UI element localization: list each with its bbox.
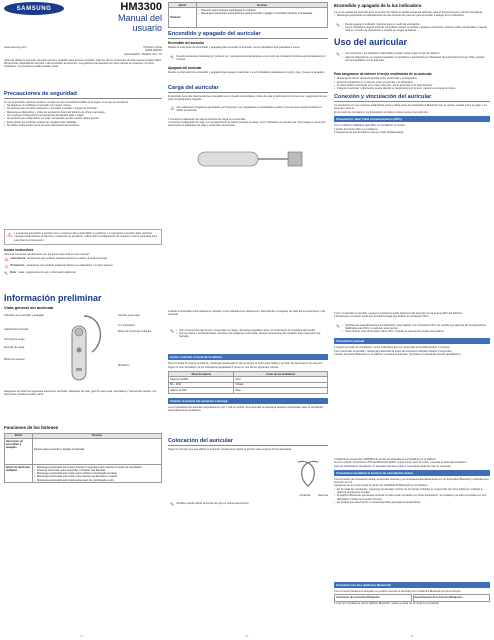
multipoint-off-box: Desactivación de la función Multipunto (413, 594, 491, 601)
table-row: Botón de funciones múltiples • Mantenga presionado este botón durante 3 segundos para ingresar al modo de vinculación. • Presione este botón para responder o finalizar una llamada. • Mantenga presionado este botón para rechazar una llamada entrante. • Mantenga presionado este botón para colocar una llamada en espera. • Mantenga presionado este botón para pasar de una llamada a otra. (5, 465, 162, 483)
power-title: Encendido y apagado del auricular (168, 31, 328, 39)
ear-hook-icon (288, 456, 328, 494)
charge-complete: Cuando el dispositivo esté totalmente cargado, la luz indicadora se volverá azul. Desenchufe el cargador de viaje del tomacorriente y del auricular. (168, 310, 326, 317)
list-item: • Evite utilizar los enchufes cuando las clavijas estén dañadas. (4, 121, 162, 124)
col2-lower (168, 310, 328, 513)
list-item: • No permita que el dispositivo se moje: los líquidos pueden causar daños graves. (4, 117, 162, 120)
note-icon: ✎ (4, 271, 9, 278)
table-header: Función (33, 433, 162, 438)
table-header: Nivel de batería (169, 372, 234, 377)
col1-lower (4, 226, 162, 483)
samsung-logo: SAMSUNG (4, 2, 64, 15)
callout-label: Indicador de encendido y apagado (4, 314, 44, 318)
table-row: Interruptor de encendido y apagado Deslice para encender o apagar el auricular. (5, 439, 162, 465)
connect-text: La vinculación es una conexión inalámbrica única y utiliza entre dos dispositivos Bluetooth que se reúnen cuando estos se giran o se conecten entre sí. (334, 103, 487, 110)
table-row: Superior al 80% Azul (169, 377, 328, 382)
nfc-notes: ✎ • Verifique las especificaciones del dispositivo para realizar una vinculación NFC. Es posible que algunos de los dispositivos habilitados para NFC no admitan esta función. • Para obtener más información sobre NFC, consulte el manual del usuario del teléfono. (334, 322, 490, 336)
power-off-title: Apagado del auricular (168, 66, 202, 71)
power-on-text: Deslice el interruptor de encendido y apagado para encender el auricular. La luz indicadora azul parpadea 4 veces. (168, 46, 301, 50)
list-item: 2 Conecte el adaptador de viaje a un tomacorriente de pared. Durante la carga, la luz indicadora se pondrá roja. Si la carga no comienza, desconecte el adaptador de viaje y conéctelo nuevamente. (168, 121, 326, 128)
charge-steps (168, 118, 328, 128)
connect-title: Conexión y vinculación del auricular (334, 94, 490, 102)
icons-title: Iconos instructivos (4, 247, 34, 252)
list-item: • No desarme ni modifique el auricular por ningún motivo. (4, 104, 162, 107)
callout-label: Cabezal del auricular (4, 328, 29, 332)
wear-illustration (168, 456, 328, 494)
charge-warning: ⚠ Use solamente cargadores aprobados por Samsung. Los cargadores no autorizados pueden provocar que explote la batería o dañar el auricular. (170, 106, 322, 113)
callout-label: Micrófono (118, 364, 130, 368)
caution-icon: ⚠ (4, 264, 9, 271)
manual-title: Manual del usuario (117, 13, 162, 33)
wear-text: Según lo cómodo que sea utilizar el auricular, simplemente ajuste el gancho para oreja de forma apropiada. (168, 448, 292, 452)
charging-illustration (168, 132, 328, 182)
active-pairing-list: • En el modo de vinculación, mantenga presionado el botón de funciones múltiples en el auricular. En otros teléfonos, indicará el teléfono actual para vincular. • El teléfono Bluetooth que desea conectar se debe estar vinculado con otros dispositivos. Si el teléfono ya está conectado con otro dispositivo, finalice la conexión primero. • Es posible que esta función no esté disponible para algunos dispositivos. (334, 488, 490, 504)
table-header: Botón (169, 3, 197, 8)
note-icon: ✎ (170, 54, 175, 61)
table-header: Color de luz indicadora (234, 372, 328, 377)
dual-text: Con la función Multipunto activada, es posible conectar el auricular con 2 teléfonos Bluetooth al mismo tiempo. (334, 590, 462, 593)
battery-title: Cómo controlar el nivel de la batería (168, 354, 328, 360)
led-notes: ✎ • Puede apagar el indicador mientras esté en modo de vinculación. • La luz indicadora seguirá estando encendida cuando se reinicie y apague el auricular, cuando reciba una llamada o cuando esté en el modo de vinculación o cuando se cargue la batería. (334, 21, 490, 35)
note-icon: ✎ (336, 323, 341, 330)
low-battery-text: La luz indicadora del auricular parpadeará en rojo y oirá un sonido. Si el auricular se descarga durante una llamada, esta se transferirá automáticamente al teléfono. (168, 405, 323, 412)
manual-steps-cont: 3 Seleccione el auricular (HM3300) de la lista de dispositivos encontrados por el teléfono. Si se le solicita, introduzca el PIN del Bluetooth (0000, cuatro ceros) para vincular y conectar el auricular al teléfono. Una vez finalizada la vinculación, el auricular intentará volver a conectarse cada vez que se encienda. (334, 458, 468, 468)
nfc-text: Con un teléfono habilitado para NFC, la vinculación es simple. (334, 124, 406, 128)
dual-title: Conexión con dos teléfonos Bluetooth (334, 582, 490, 588)
nfc-steps: 1 Active la función NFC en el teléfono. 2 Asegúrese de que el teléfono esté en modo desbloqueado. (334, 127, 404, 135)
buttons-table (4, 433, 162, 484)
document-code: GH68-28501D (145, 49, 162, 53)
headset-diagram (4, 312, 162, 388)
callout-label: Botón de funciones múltiples (118, 330, 152, 334)
active-pairing-text-2: Asegúrese de que esté activa la opción de visibilidad de Bluetooth en su teléfono. (334, 484, 428, 488)
usage-notes: ✎ • Las funciones y los caracteres disponibles pueden variar según el tipo de teléfono. • Algunos dispositivos, en especial aquellos no probados o autorizados por Bluetooth Special Interest Group (SIG), pueden ser incompatibles con el auricular. (334, 50, 490, 64)
power-on-title: Encendido del auricular (168, 41, 205, 46)
callout-label: Terminal de carga (4, 338, 25, 342)
safety-list (4, 104, 162, 127)
preliminary-note: Asegúrese de tener los siguientes elementos: auricular, adaptador de viaje, gancho para oreja, auriculares y manual del usuario. Los elementos incluidos pueden variar. (4, 390, 157, 397)
note-icon: ✎ (170, 328, 175, 335)
label-right: Derecha (318, 493, 328, 497)
led-list: • Mantenga presionado simultáneamente los dos botones de volumen para encender o apagar la luz indicadora. (334, 14, 490, 17)
intro-text: Antes de utilizar el auricular, lea este manual y guárdelo para futuras consultas. Algunos de los contenidos de este manual pueden diferir del auricular, dependiendo del país o del proveedor de servicios. Las gráficas que aparecen en este manual se muestran con fines ilustrativos. Los productos reales pueden variar. (4, 58, 162, 69)
col3-lower (334, 312, 490, 356)
charge-notes: ✎ • Con el transcurso del tiempo, el auricular se carga y descarga repetidas veces, el rendimiento de la batería disminuirá. • Nunca realice o reciba llamadas mientras está cargando el auricular, siempre desconecte del cargador para responder una llamada. (168, 327, 328, 341)
volume-table (168, 2, 328, 28)
note-icon: ✎ (170, 501, 175, 508)
page-number: -3- (410, 634, 414, 638)
list-item: • No permita que los niños pequeños o animales muerdan o chupen el auricular. (4, 107, 162, 110)
table-row: 80 ~ 20% Violeta (169, 382, 328, 387)
charge-title: Carga del auricular (168, 85, 328, 93)
label-left: Izquierda (299, 493, 311, 497)
icon-row-caution: ⚠ Precaución situaciones que podrían ocasionar daños a su dispositivo o a otros equipos (4, 264, 113, 271)
warning-icon: ⚠ (4, 257, 9, 264)
website[interactable]: www.samsung.com (4, 46, 27, 49)
preliminary-subtitle: Vista general del auricular (4, 305, 54, 311)
connect-text-2: En el modo de vinculación, los dispositivos se deben colocar cerca el uno del otro. (334, 111, 429, 115)
safety-body: Si usa el auricular mientras conduce, cumpla con las normativas locales de la región en la que se encuentre. (4, 100, 129, 104)
callout-label: Enchufe de carga (4, 346, 25, 350)
cover-header (4, 0, 162, 44)
volume-warning: ⚠ La excesiva exposición a sonidos con un volumen alto puede dañar su audición. La exposición a sonidos altos mientras maneja puede distraer la atención y ocasionar un accidente. Utilice sólo la configuración de volumen mínima necesaria para escuchar la conversación. (4, 229, 162, 245)
table-header: Botón (5, 433, 33, 438)
manual-pairing-title: Vinculación manual (334, 338, 490, 344)
safety-title: Precauciones de seguridad (4, 91, 162, 99)
best-list: • Mantenga la menor distancia posible entre el auricular y el dispositivo. • Evite los obstáculos en el camino entre el auricular y el dispositivo. • Si usted utiliza el auricular en la mano derecha, use el auricular en el oído derecho. • Colocar el auricular o dispositivo puede afectar su rendimiento por la torre, natural o cercanía al mismo. (334, 77, 490, 90)
table-row: Volumen • Presione estos botones para ajustar el volumen. • Mantenga presionados estos botones para encender o apagar el micrófono durante una llamada. (169, 8, 328, 28)
icon-row-warning: ⚠ Advertencia situaciones que podrían causarle lesiones a usted o a otras personas (4, 257, 108, 264)
usage-title: Uso del auricular (334, 37, 408, 48)
battery-table (168, 371, 328, 394)
note-icon: ✎ (336, 22, 341, 29)
dual-section (334, 580, 490, 605)
list-item: • No exponga el dispositivo a temperaturas demasiado altas o bajas. (4, 114, 162, 117)
led-text: La luz de estado del auricular tiene la función de indicar el estado actual del auricular, para el funcionamiento a ahorro de batería. (334, 11, 483, 14)
printed-in: Printed in China (143, 46, 162, 49)
icon-row-note: ✎ Nota notas, sugerencias de uso o información adicional (4, 271, 76, 278)
callout-label: Gancho para oreja (118, 314, 140, 318)
dual-steps: 1 Una vez vinculado el primer teléfono Bluetooth, vuelva a entrar en el modo de vinculación. (334, 601, 440, 605)
manual-steps: 1 Ingrese al modo de vinculación. La luz indicadora azul se mantendrá encendida durante 3 minutos. Con el auricular encendido, mantenga presionado el botón de funciones múltiples durante 3 segundos. 2 Active la función Bluetooth en el teléfono y busque el auricular. (Consulte el manual del usuario del teléfono.) (334, 346, 462, 357)
table-row: Inferior al 20% Rojo (169, 388, 328, 393)
battery-text: Para controlar el nivel de la batería, mantenga presionado al mismo tiempo el botón para hablar y el botón de disminución de volumen. Según el nivel de batería, la luz indicadora parpadeará 5 veces en uno de los siguientes colores: (168, 362, 323, 369)
wear-title: Colocación del auricular (168, 438, 328, 446)
power-on-note: ✎ Cuando encienda el auricular por primera vez, ingresará automáticamente en el modo de vinculación durante aproximadamente 3 minutos. (170, 54, 326, 61)
note-icon: ✎ (336, 52, 341, 59)
page-number: -1- (80, 634, 84, 638)
charge-text: El auricular tiene una batería interna recargable que no puede desmontarse. Antes de usar el auricular por primera vez, asegúrese de que esté completamente cargado. (168, 94, 327, 101)
edition: Spanish(EFK). 05/2012. Rev. 1.0 (124, 52, 162, 56)
nfc-title: Vinculación: Near Field Communication (NFC) (334, 116, 490, 122)
active-pairing-title: Vinculación mediante la función de vinculación activa (334, 470, 490, 476)
wear-note: ✎ También puede utilizar la función de giro en ambas direcciones. (170, 501, 250, 508)
power-off-text: Deslice el interruptor de encendido y apagado para apagar el auricular. La luz indicadora parpadeará en azul y rojo, y luego se apagará. (168, 71, 325, 75)
list-item: • No utilice el dispositivo cerca de otros dispositivos electrónicos. (4, 124, 162, 127)
preliminary-title: Información preliminar (4, 293, 102, 304)
buttons-title: Funciones de los botones (4, 424, 59, 430)
best-title: Para asegurarse de obtener el mejor rendimiento de su auricular (334, 72, 432, 77)
warning-icon: ⚠ (170, 106, 175, 113)
callout-label: Botón de volumen (4, 358, 25, 362)
col3-bottom (334, 458, 490, 504)
table-header: Función (197, 3, 328, 8)
list-item: • Mantenga el dispositivo y todos los accesorios fuera del alcance de niños o animales. (4, 111, 162, 114)
callout-label: Luz indicadora (118, 324, 135, 328)
page-number: -2- (245, 634, 249, 638)
model-name: HM3300 (120, 1, 162, 13)
nfc-steps-cont: 3 Con el auricular encendido, ponga en contacto la parte delantera del auricular con la antena NFC del teléfono. 4 Mantenga el contacto hasta que el teléfono haga que finalice la vinculación NFC. (334, 312, 463, 319)
list-item: 1 Conecte el adaptador de viaje al enchufe de carga en el auricular. (168, 117, 246, 121)
multipoint-on-box: Activación de la función Multipunto (334, 594, 412, 601)
headset-illustration (54, 312, 116, 388)
active-pairing-text: Con la función de vinculación activa, el auricular buscará y se conectará automáticamente con un dispositivo Bluetooth y solicitará una conexión con él. (334, 477, 489, 485)
icons-intro: Antes de comenzar, familiarícese con los iconos que verá en este manual: (4, 252, 90, 256)
warning-icon: ⚠ (7, 233, 13, 239)
low-battery-title: Cuando la batería del auricular está baja (168, 398, 328, 404)
led-title: Encendido y apagado de la luz indicadora (334, 3, 422, 8)
multipoint-boxes (334, 594, 490, 601)
